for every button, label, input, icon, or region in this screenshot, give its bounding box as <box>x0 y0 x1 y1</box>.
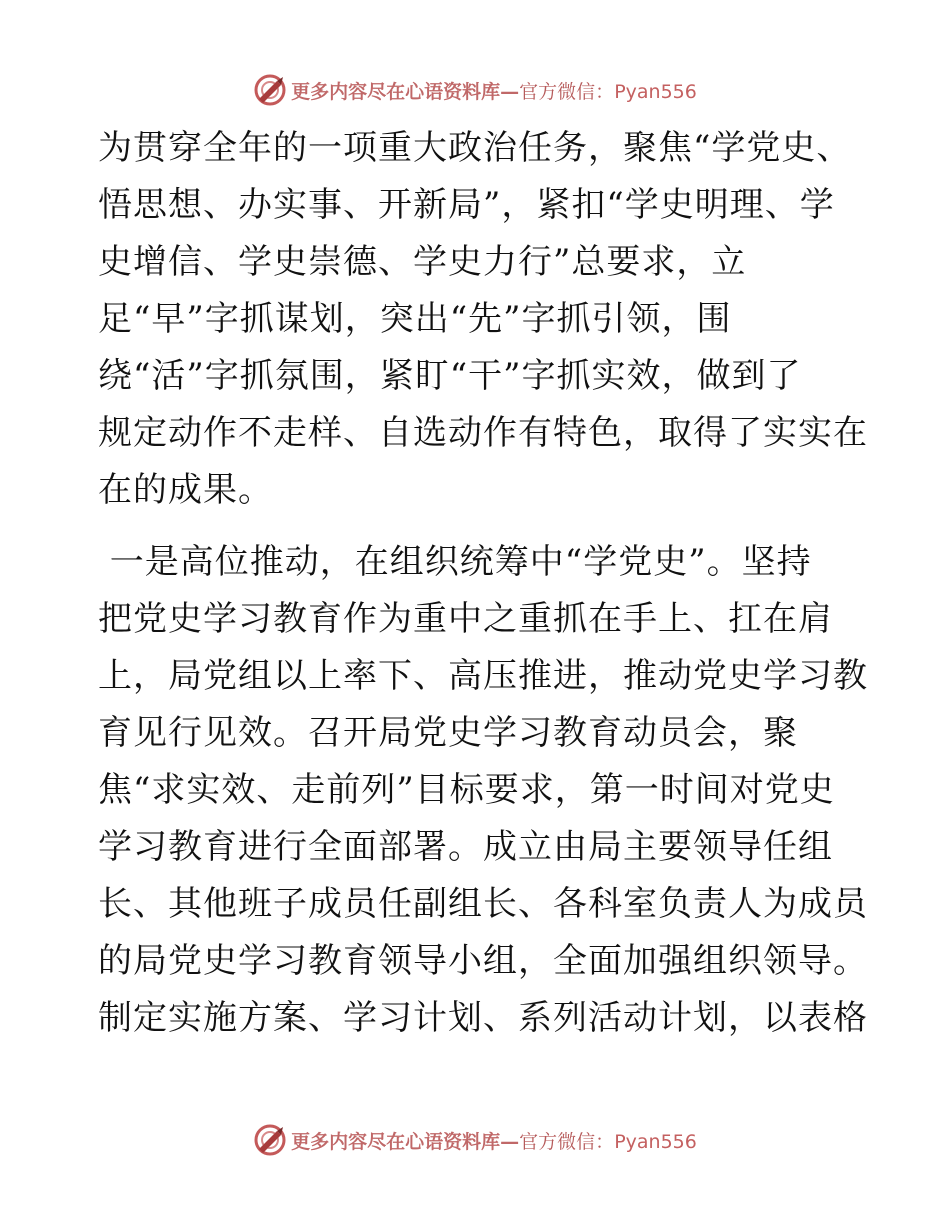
header-banner <box>0 70 950 110</box>
paragraph-2 <box>98 534 868 1047</box>
text-line: 的局党史学习教育领导小组，全面加强组织领导。 <box>98 941 868 981</box>
logo-icon <box>253 1123 287 1157</box>
text-line: 规定动作不走样、自选动作有特色，取得了实实在 <box>98 413 868 453</box>
text-line: 把党史学习教育作为重中之重抓在手上、扛在肩 <box>98 599 833 639</box>
text-line: 史增信、学史崇德、学史力行”总要求，立 <box>98 242 747 282</box>
text-line: 长、其他班子成员任副组长、各科室负责人为成员 <box>98 884 868 924</box>
header-text: 更多内容尽在心语资料库—官方微信：Pyan556 <box>291 80 697 103</box>
text-line: 为贯穿全年的一项重大政治任务，聚焦“学党史、 <box>98 128 852 168</box>
paragraph-1 <box>98 120 868 519</box>
text-line: 学习教育进行全面部署。成立由局主要领导任组 <box>98 827 833 867</box>
text-line: 一是高位推动，在组织统筹中“学党史”。坚持 <box>98 542 812 582</box>
text-line: 制定实施方案、学习计划、系列活动计划，以表格 <box>98 998 868 1038</box>
text-line: 焦“求实效、走前列”目标要求，第一时间对党史 <box>98 770 835 810</box>
text-line: 在的成果。 <box>98 470 273 510</box>
text-line: 育见行见效。召开局党史学习教育动员会，聚 <box>98 713 798 753</box>
text-line: 上，局党组以上率下、高压推进，推动党史学习教 <box>98 656 868 696</box>
text-line: 足“早”字抓谋划，突出“先”字抓引领，围 <box>98 299 732 339</box>
text-line: 绕“活”字抓氛围，紧盯“干”字抓实效，做到了 <box>98 356 802 396</box>
footer-banner <box>0 1120 950 1160</box>
paragraph-gap <box>98 519 858 534</box>
footer-text: 更多内容尽在心语资料库—官方微信：Pyan556 <box>291 1130 697 1153</box>
text-line: 悟思想、办实事、开新局”，紧扣“学史明理、学 <box>98 185 835 225</box>
logo-icon <box>253 73 287 107</box>
document-body <box>98 120 868 1047</box>
